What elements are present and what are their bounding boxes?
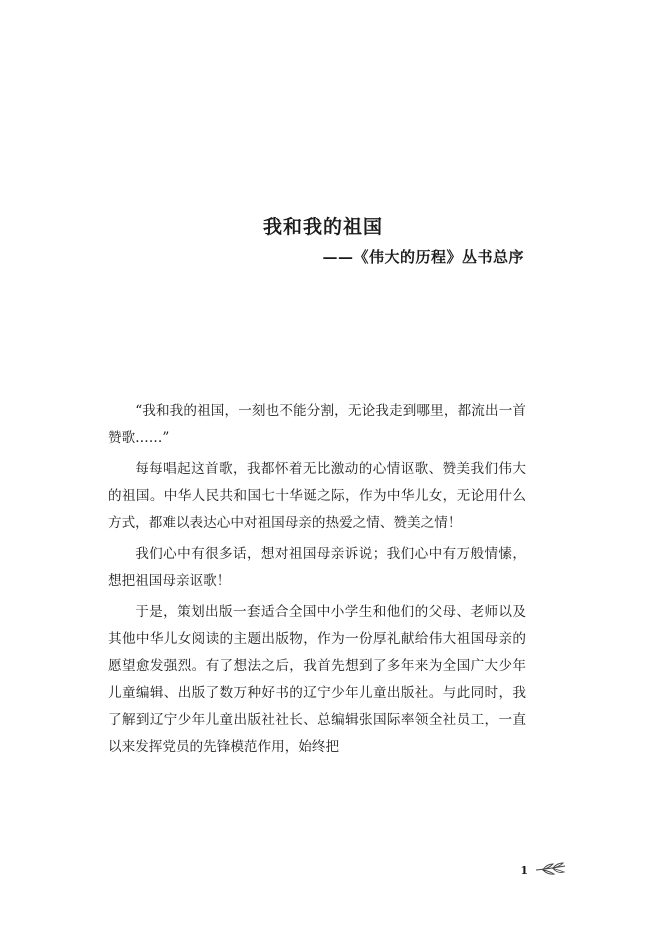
body-paragraph: 于是，策划出版一套适合全国中小学生和他们的父母、老师以及其他中华儿女阅读的主题出版物，作为一份厚礼献给伟大祖国母亲的愿望愈发强烈。有了想法之后，我首先想到了多年来为全国广大少年儿童编辑、出版了数万种好书的辽宁少年儿童出版社。与此同时，我了解到辽宁少年儿童出版社社长、总编辑张国际率领全社员工，一直以来发挥党员的先锋模范作用，始终把 [108,604,526,755]
document-title: 我和我的祖国 [262,216,383,238]
page-number: 1 [520,863,528,877]
body-paragraph: 我们心中有很多话，想对祖国母亲诉说；我们心中有万般情愫，想把祖国母亲讴歌！ [108,546,526,589]
leaf-ornament-icon [534,862,568,878]
page-footer [520,860,568,880]
document-subtitle: ——《伟大的历程》丛书总序 [322,248,524,266]
body-paragraph: “我和我的祖国，一刻也不能分割，无论我走到哪里，都流出一首赞歌……” [108,403,526,446]
body-paragraph: 每每唱起这首歌，我都怀着无比激动的心情讴歌、赞美我们伟大的祖国。中华人民共和国七十华诞之际，作为中华儿女，无论用什么方式，都难以表达心中对祖国母亲的热爱之情、赞美之情！ [108,461,526,531]
document-body [108,398,526,765]
